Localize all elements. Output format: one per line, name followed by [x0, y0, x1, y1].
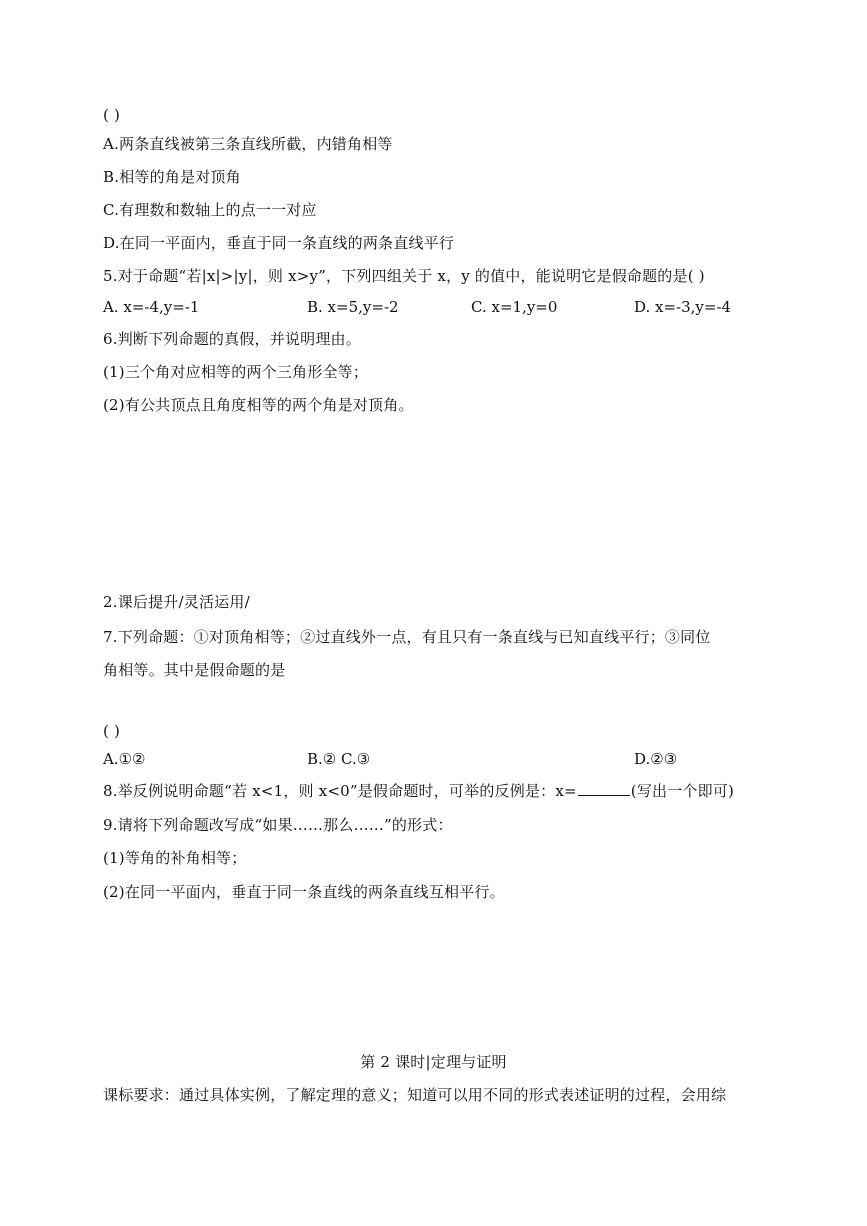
answer-blank	[578, 781, 630, 796]
q5-option-d: D. x=-3,y=-4	[634, 298, 732, 316]
q7-option-d: D.②③	[634, 750, 678, 768]
q7-stem-line-2: 角相等。其中是假命题的是	[103, 661, 286, 679]
q4-option-a: A.两条直线被第三条直线所截，内错角相等	[103, 135, 393, 153]
lesson-title: 第 2 课时|定理与证明	[360, 1053, 507, 1071]
q5-stem: 5.对于命题“若|x|>|y|，则 x>y”，下列四组关于 x，y 的值中，能说明它是假命题的是( )	[103, 267, 705, 285]
q8-stem-after: (写出一个即可)	[630, 782, 735, 800]
q7-option-a: A.①②	[103, 750, 146, 768]
q7-stem-line-1: 7.下列命题：①对顶角相等；②过直线外一点，有且只有一条直线与已知直线平行；③同位	[103, 628, 711, 646]
q9-item-1: (1)等角的补角相等；	[103, 849, 247, 867]
q4-option-b: B.相等的角是对顶角	[103, 168, 241, 186]
q5-option-c: C. x=1,y=0	[471, 298, 558, 316]
q4-option-d: D.在同一平面内，垂直于同一条直线的两条直线平行	[103, 234, 455, 252]
q5-option-b: B. x=5,y=-2	[307, 298, 399, 316]
lesson-requirement: 课标要求：通过具体实例，了解定理的意义；知道可以用不同的形式表述证明的过程，会用综	[103, 1086, 727, 1104]
q7-answer-paren: ( )	[103, 722, 121, 740]
q6-item-2: (2)有公共顶点且角度相等的两个角是对顶角。	[103, 396, 414, 414]
q6-item-1: (1)三个角对应相等的两个三角形全等；	[103, 363, 369, 381]
q6-stem: 6.判断下列命题的真假，并说明理由。	[103, 330, 361, 348]
q9-item-2: (2)在同一平面内，垂直于同一条直线的两条直线互相平行。	[103, 883, 505, 901]
q9-stem: 9.请将下列命题改写成“如果……那么……”的形式：	[103, 816, 453, 834]
section-heading: 2.课后提升/灵活运用/	[103, 593, 250, 611]
q4-option-c: C.有理数和数轴上的点一一对应	[103, 201, 317, 219]
q4-answer-paren: ( )	[103, 106, 121, 124]
q8-stem	[103, 781, 734, 801]
q8-stem-before: 8.举反例说明命题“若 x<1，则 x<0”是假命题时，可举的反例是：x=	[103, 782, 577, 800]
q7-option-bc: B.② C.③	[307, 750, 371, 768]
q5-option-a: A. x=-4,y=-1	[103, 298, 200, 316]
